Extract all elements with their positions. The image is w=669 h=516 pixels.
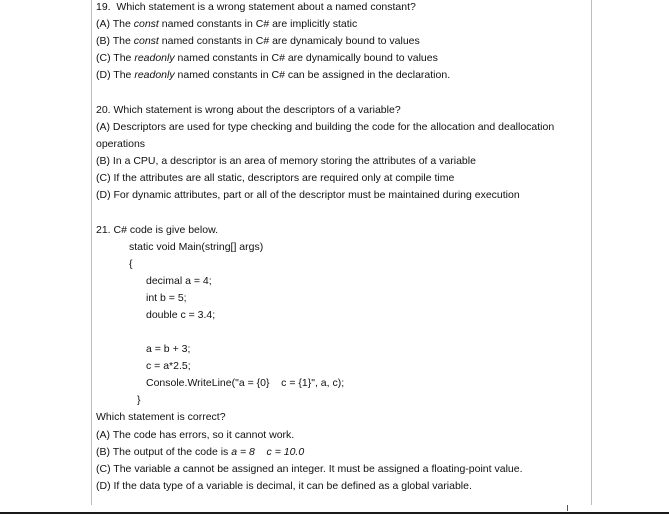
code-line: decimal a = 4; bbox=[146, 275, 212, 287]
q21-option-d: (D) If the data type of a variable is decimal, it can be defined as a global variable. bbox=[96, 480, 472, 492]
code-line: int b = 5; bbox=[146, 292, 187, 304]
q19-stem: 19. Which statement is a wrong statement about a named constant? bbox=[96, 1, 416, 13]
code-line: double c = 3.4; bbox=[146, 309, 216, 321]
q21-stem: 21. C# code is give below. bbox=[96, 224, 218, 236]
q21-option-c: (C) The variable a cannot be assigned an integer. It must be assigned a floating-point value. bbox=[96, 463, 523, 475]
right-margin-line bbox=[591, 0, 592, 505]
code-open-brace: { bbox=[129, 258, 133, 270]
code-line: c = a*2.5; bbox=[146, 360, 191, 372]
q20-option-b: (B) In a CPU, a descriptor is an area of memory storing the attributes of a variable bbox=[96, 155, 476, 167]
q20-option-a-cont: operations bbox=[96, 138, 146, 150]
q20-option-d: (D) For dynamic attributes, part or all of the descriptor must be maintained during execution bbox=[96, 189, 520, 201]
q20-option-c: (C) If the attributes are all static, descriptors are required only at compile time bbox=[96, 172, 455, 184]
page-bottom-border bbox=[0, 512, 669, 514]
q21-option-b: (B) The output of the code is a = 8 c = 10.0 bbox=[96, 446, 305, 458]
scroll-tick-mark bbox=[567, 505, 572, 511]
code-line: Console.WriteLine("a = {0} c = {1}", a, c); bbox=[146, 377, 345, 389]
q21-option-a: (A) The code has errors, so it cannot work. bbox=[96, 429, 295, 441]
code-signature: static void Main(string[] args) bbox=[129, 241, 264, 253]
q19-option-d: (D) The readonly named constants in C# can be assigned in the declaration. bbox=[96, 69, 451, 81]
q19-option-c: (C) The readonly named constants in C# are dynamically bound to values bbox=[96, 52, 438, 64]
q20-option-a: (A) Descriptors are used for type checking and building the code for the allocation and deallocation bbox=[96, 121, 555, 133]
code-close-brace: } bbox=[137, 394, 141, 406]
q20-stem: 20. Which statement is wrong about the descriptors of a variable? bbox=[96, 104, 401, 116]
q19-option-b: (B) The const named constants in C# are dynamicaly bound to values bbox=[96, 35, 420, 47]
left-margin-line bbox=[91, 0, 92, 505]
q21-question: Which statement is correct? bbox=[96, 411, 226, 423]
code-line: a = b + 3; bbox=[146, 343, 191, 355]
q19-option-a: (A) The const named constants in C# are implicitly static bbox=[96, 18, 358, 30]
